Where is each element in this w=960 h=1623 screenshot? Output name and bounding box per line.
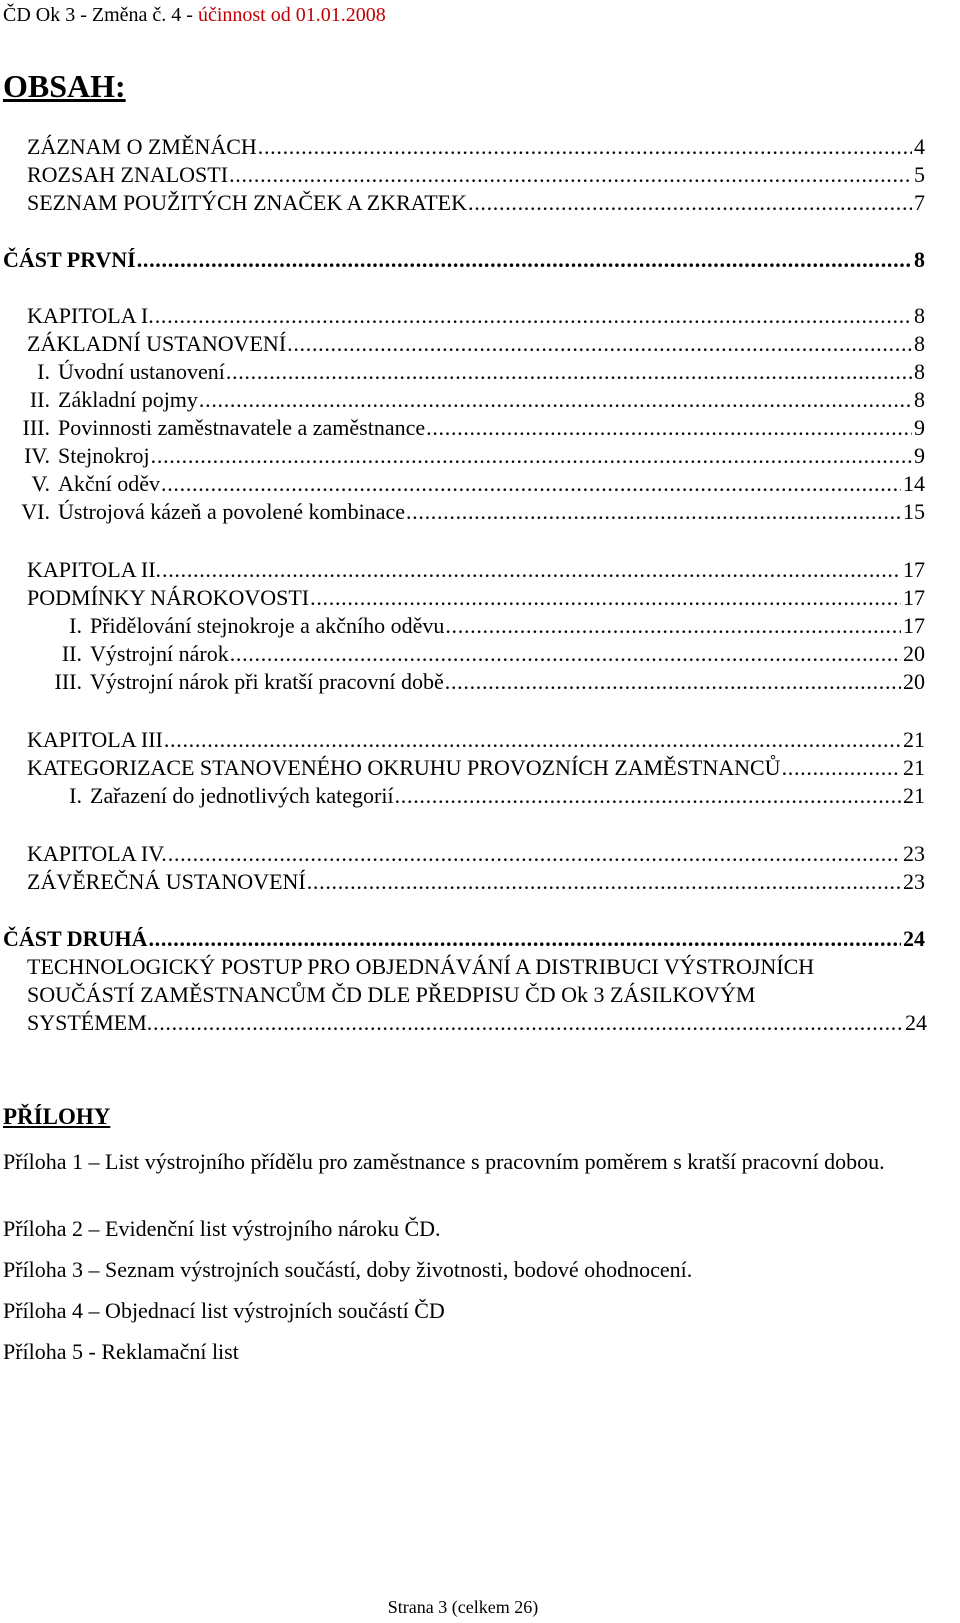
toc-leader xyxy=(162,556,901,584)
toc-subentry[interactable] xyxy=(10,640,925,668)
toc-leader xyxy=(258,133,912,161)
toc-subentry[interactable] xyxy=(10,470,925,498)
toc-roman-number: IV. xyxy=(24,443,50,468)
header-effective-date: účinnost od 01.01.2008 xyxy=(197,4,386,26)
toc-leader xyxy=(199,386,912,414)
toc-leader xyxy=(406,498,901,526)
toc-roman-number: II. xyxy=(29,387,50,412)
toc-part-1[interactable] xyxy=(3,246,925,274)
toc-label: Přidělování stejnokroje a akčního oděvu xyxy=(90,613,445,638)
toc-entry[interactable] xyxy=(27,133,925,161)
toc-label: Výstrojní nárok při kratší pracovní době xyxy=(90,669,444,694)
toc-subentry[interactable] xyxy=(10,668,925,696)
toc-leader xyxy=(310,584,901,612)
toc-leader xyxy=(164,726,901,754)
toc-chapter[interactable] xyxy=(27,302,925,330)
attachment-item: Příloha 3 – Seznam výstrojních součástí, doby životnosti, bodové ohodnocení. xyxy=(3,1257,693,1282)
page-header xyxy=(3,4,386,27)
toc-leader xyxy=(151,442,912,470)
toc-roman-number: VI. xyxy=(21,499,50,524)
toc-subentry[interactable] xyxy=(10,386,925,414)
toc-label: ROZSAH ZNALOSTI xyxy=(27,162,229,187)
toc-roman-number: I. xyxy=(69,783,82,808)
toc-label: KAPITOLA II. xyxy=(27,557,162,582)
toc-leader xyxy=(226,358,912,386)
toc-label: ZÁZNAM O ZMĚNÁCH xyxy=(27,134,257,159)
toc-subentry[interactable] xyxy=(10,612,925,640)
toc-page: 17 xyxy=(903,585,925,610)
toc-page: 8 xyxy=(914,331,925,356)
toc-leader xyxy=(307,868,901,896)
toc-technologicky-postup[interactable] xyxy=(27,953,927,1037)
toc-page: 20 xyxy=(903,641,925,666)
toc-label: KAPITOLA IV. xyxy=(27,841,167,866)
toc-subentry[interactable] xyxy=(10,782,925,810)
toc-page: 4 xyxy=(914,134,925,159)
toc-subentry[interactable] xyxy=(10,442,925,470)
toc-page: 23 xyxy=(903,869,925,894)
attachments-heading: PŘÍLOHY xyxy=(3,1104,111,1129)
toc-page: 23 xyxy=(903,841,925,866)
toc-page: 8 xyxy=(914,387,925,412)
toc-label: KATEGORIZACE STANOVENÉHO OKRUHU PROVOZNÍCH ZAMĚSTNANCŮ xyxy=(27,755,781,780)
toc-label-line-1: TECHNOLOGICKÝ POSTUP PRO OBJEDNÁVÁNÍ A DISTRIBUCI VÝSTROJNÍCH xyxy=(27,954,815,979)
page-title: OBSAH: xyxy=(3,68,126,104)
toc-page: 5 xyxy=(914,162,925,187)
toc-label: ZÁVĚREČNÁ USTANOVENÍ xyxy=(27,869,306,894)
toc-page: 24 xyxy=(903,926,925,951)
toc-page: 8 xyxy=(914,359,925,384)
toc-leader xyxy=(395,782,901,810)
toc-page: 7 xyxy=(914,190,925,215)
toc-label: SEZNAM POUŽITÝCH ZNAČEK A ZKRATEK xyxy=(27,190,467,215)
toc-page: 17 xyxy=(903,613,925,638)
toc-roman-number: III. xyxy=(54,669,82,694)
toc-leader xyxy=(148,925,901,953)
attachment-item: Příloha 5 - Reklamační list xyxy=(3,1339,239,1364)
toc-label: Základní pojmy xyxy=(58,387,198,412)
toc-leader xyxy=(426,414,912,442)
toc-page: 17 xyxy=(903,557,925,582)
toc-label: ČÁST DRUHÁ xyxy=(3,926,148,951)
toc-leader xyxy=(287,330,912,358)
toc-page: 14 xyxy=(903,471,925,496)
toc-roman-number: V. xyxy=(31,471,50,496)
toc-page: 8 xyxy=(914,303,925,328)
toc-roman-number: I. xyxy=(69,613,82,638)
toc-page: 24 xyxy=(905,1010,927,1035)
toc-page: 21 xyxy=(903,783,925,808)
toc-chapter[interactable] xyxy=(27,556,925,584)
toc-page: 8 xyxy=(914,247,925,272)
toc-entry[interactable] xyxy=(27,754,925,782)
toc-leader xyxy=(229,161,912,189)
toc-label: Ústrojová kázeň a povolené kombinace xyxy=(58,499,405,524)
attachment-item: Příloha 1 – List výstrojního přídělu pro zaměstnance s pracovním poměrem s kratší pracovní dobou. xyxy=(3,1149,885,1174)
toc-page: 15 xyxy=(903,499,925,524)
toc-entry[interactable] xyxy=(27,584,925,612)
toc-page: 9 xyxy=(914,415,925,440)
toc-label: PODMÍNKY NÁROKOVOSTI xyxy=(27,585,310,610)
toc-entry[interactable] xyxy=(27,868,925,896)
toc-leader xyxy=(230,640,901,668)
toc-part-2[interactable] xyxy=(3,925,925,953)
toc-chapter[interactable] xyxy=(27,840,925,868)
toc-leader xyxy=(155,302,912,330)
toc-subentry[interactable] xyxy=(10,358,925,386)
toc-leader xyxy=(445,668,901,696)
toc-entry[interactable] xyxy=(27,330,925,358)
attachment-item: Příloha 2 – Evidenční list výstrojního nároku ČD. xyxy=(3,1216,441,1241)
toc-page: 20 xyxy=(903,669,925,694)
attachment-item: Příloha 4 – Objednací list výstrojních součástí ČD xyxy=(3,1298,445,1323)
toc-leader xyxy=(137,246,912,274)
toc-leader xyxy=(468,189,912,217)
toc-label: Zařazení do jednotlivých kategorií xyxy=(90,783,394,808)
toc-page: 21 xyxy=(903,755,925,780)
toc-entry[interactable] xyxy=(27,189,925,217)
toc-label: Povinnosti zaměstnavatele a zaměstnance xyxy=(58,415,426,440)
toc-subentry[interactable] xyxy=(10,498,925,526)
toc-label: Výstrojní nárok xyxy=(90,641,229,666)
toc-roman-number: II. xyxy=(61,641,82,666)
toc-label: Stejnokroj xyxy=(58,443,150,468)
toc-label-line-2: SOUČÁSTÍ ZAMĚSTNANCŮM ČD DLE PŘEDPISU ČD Ok 3 ZÁSILKOVÝM xyxy=(27,982,756,1007)
toc-label-line-3: SYSTÉMEM xyxy=(27,1010,147,1035)
toc-page: 21 xyxy=(903,727,925,752)
toc-roman-number: I. xyxy=(37,359,50,384)
toc-label: KAPITOLA I. xyxy=(27,303,154,328)
page-footer: Strana 3 (celkem 26) xyxy=(387,1597,539,1617)
toc-leader xyxy=(168,840,901,868)
toc-chapter[interactable] xyxy=(27,726,925,754)
toc-entry[interactable] xyxy=(27,161,925,189)
toc-leader xyxy=(782,754,901,782)
toc-label: ZÁKLADNÍ USTANOVENÍ xyxy=(27,331,287,356)
toc-leader xyxy=(445,612,901,640)
toc-label: ČÁST PRVNÍ xyxy=(3,247,136,272)
toc-label: KAPITOLA III xyxy=(27,727,163,752)
toc-leader xyxy=(147,1009,903,1037)
toc-label: Akční oděv xyxy=(58,471,161,496)
toc-subentry[interactable] xyxy=(10,414,925,442)
toc-roman-number: III. xyxy=(22,415,50,440)
toc-label: Úvodní ustanovení xyxy=(58,359,225,384)
toc-leader xyxy=(161,470,901,498)
toc-page: 9 xyxy=(914,443,925,468)
header-document-id: ČD Ok 3 - Změna č. 4 - xyxy=(3,4,198,26)
